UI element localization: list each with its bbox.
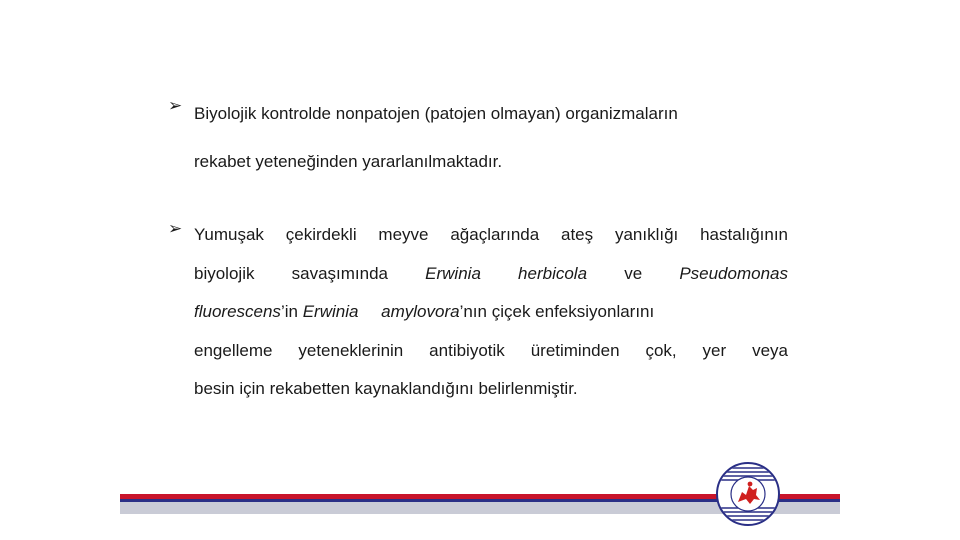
text-run: ve <box>624 263 643 283</box>
species-name: fluorescens <box>194 302 281 321</box>
slide-body <box>168 90 788 409</box>
bullet-1 <box>168 90 788 186</box>
text-run: ’nın çiçek enfeksiyonlarını <box>459 302 655 321</box>
species-name: Pseudomonas <box>679 263 788 283</box>
bullet-2-line-3 <box>194 293 788 332</box>
bullet-2-line-1: Yumuşak çekirdekli meyve ağaçlarında ateş yanıklığı hastalığının <box>194 225 788 244</box>
species-name: Erwinia amylovora <box>302 302 460 321</box>
species-name: Erwinia herbicola <box>425 263 588 283</box>
university-seal-icon <box>716 462 780 526</box>
bullet-1-line-2: rekabet yeteneğinden yararlanılmaktadır. <box>194 152 503 171</box>
bullet-2-line-4: engelleme yeteneklerinin antibiyotik üretiminden çok, yer veya <box>194 340 788 360</box>
text-run: ’in <box>280 302 298 321</box>
seal-graphic <box>716 462 780 526</box>
bullet-2-line-5: besin için rekabetten kaynaklandığını belirlenmiştir. <box>194 379 578 398</box>
arrow-bullet-icon: ➢ <box>168 96 183 116</box>
bullet-2-line-2 <box>194 255 788 294</box>
bullet-2 <box>168 216 788 409</box>
arrow-bullet-icon: ➢ <box>168 219 183 239</box>
bullet-1-line-1: Biyolojik kontrolde nonpatojen (patojen olmayan) organizmaların <box>194 104 678 123</box>
text-run: biyolojik savaşımında <box>194 263 388 283</box>
